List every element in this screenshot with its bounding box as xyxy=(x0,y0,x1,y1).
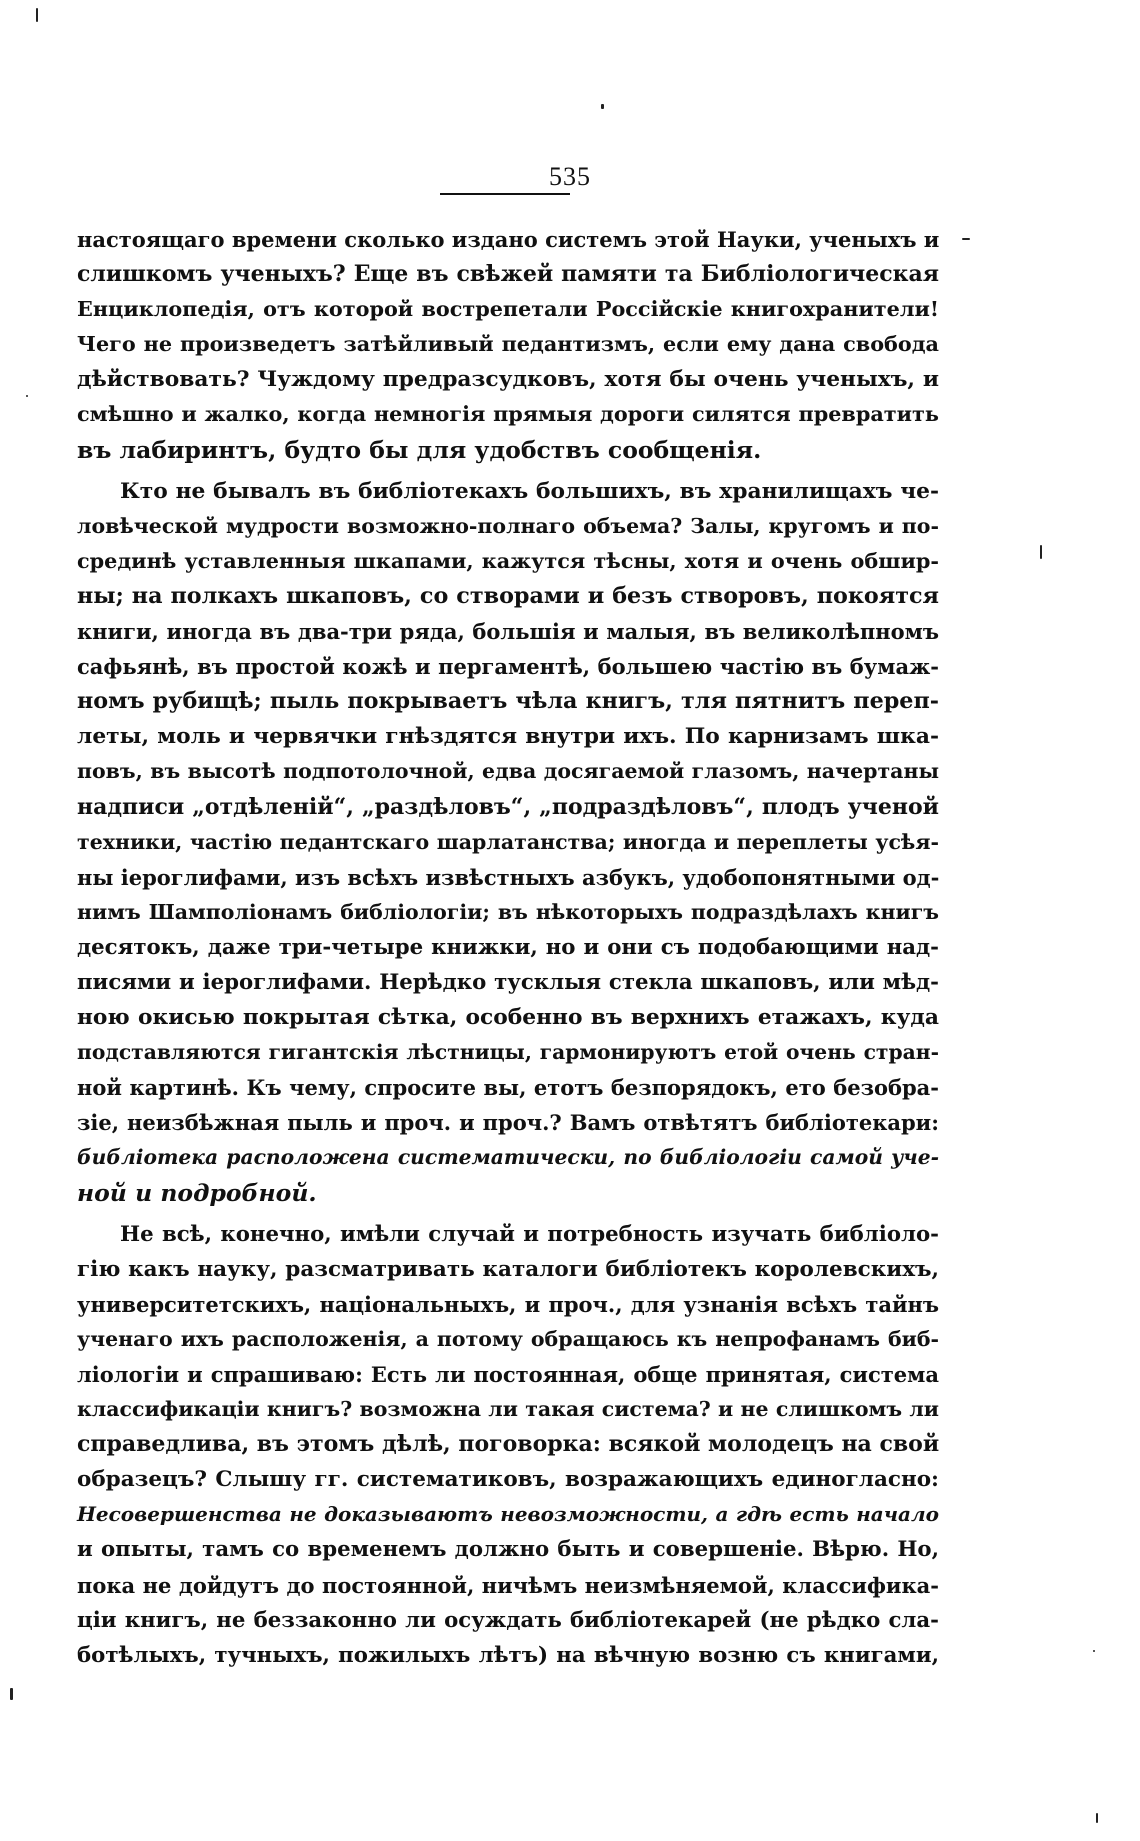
text-line: и опыты, тамъ со временемъ должно быть и совершеніе. Вѣрю. Но, xyxy=(77,1537,939,1563)
text-line: смѣшно и жалко, когда немногія прямыя дороги силятся превратить xyxy=(77,402,939,427)
text-line: писями и іероглифами. Нерѣдко тусклыя стекла шкаповъ, или мѣд- xyxy=(77,969,939,995)
text-line: сафьянѣ, въ простой кожѣ и пергаментѣ, большею частію въ бумаж- xyxy=(77,654,939,680)
text-line: леты, моль и червячки гнѣздятся внутри ихъ. По карнизамъ шка- xyxy=(77,724,939,750)
text-line: пока не дойдутъ до постоянной, ничѣмъ неизмѣняемой, классифика- xyxy=(77,1572,939,1598)
scan-speck xyxy=(1040,545,1042,559)
text-line: техники, частію педантскаго шарлатанства; иногда и переплеты усѣя- xyxy=(77,829,939,854)
body-text xyxy=(77,222,939,1673)
text-line: нимъ Шамполіонамъ библіологіи; въ нѣкоторыхъ подраздѣлахъ книгъ xyxy=(77,899,939,924)
text-line: ны; на полкахъ шкаповъ, со створами и безъ створовъ, покоятся xyxy=(77,582,939,609)
text-line: зіе, неизбѣжная пыль и проч. и проч.? Вамъ отвѣтятъ библіотекари: xyxy=(77,1110,939,1136)
text-line: ной картинѣ. Къ чему, спросите вы, етотъ безпорядокъ, ето безобра- xyxy=(77,1075,939,1101)
text-line: Не всѣ, конечно, имѣли случай и потребность изучать библіоло- xyxy=(120,1221,939,1247)
text-line: университетскихъ, національныхъ, и проч., для узнанія всѣхъ тайнъ xyxy=(77,1291,939,1317)
text-line: справедлива, въ этомъ дѣлѣ, поговорка: всякой молодецъ на свой xyxy=(77,1431,940,1458)
text-line: книги, иногда въ два-три ряда, большія и малыя, въ великолѣпномъ xyxy=(77,619,939,645)
text-line: ловѣческой мудрости возможно-полнаго объема? Залы, кругомъ и по- xyxy=(77,513,939,538)
text-line: надписи „отдѣленій“, „раздѣловъ“, „подраздѣловъ“, плодъ ученой xyxy=(77,793,939,820)
paragraph-3 xyxy=(77,1217,939,1673)
text-line: классификаціи книгъ? возможна ли такая система? и не слишкомъ ли xyxy=(77,1397,939,1422)
text-line: Чего не произведетъ затѣйливый педантизмъ, если ему дана свобода xyxy=(77,332,939,357)
scan-speck xyxy=(1096,1813,1098,1823)
text-line: ліологіи и спрашиваю: Есть ли постоянная, обще принятая, система xyxy=(77,1362,939,1387)
scan-speck xyxy=(10,1688,13,1700)
text-line: настоящаго времени сколько издано системъ этой Науки, ученыхъ и xyxy=(77,227,940,252)
text-line: Енциклопедія, отъ которой вострепетали Россійскіе книгохранители! xyxy=(77,297,939,322)
scan-speck xyxy=(1093,1650,1095,1652)
page-number: 535 xyxy=(549,162,591,191)
text-line: повъ, въ высотѣ подпотолочной, едва досягаемой глазомъ, начертаны xyxy=(77,759,939,784)
text-line: подставляются гигантскія лѣстницы, гармонируютъ етой очень стран- xyxy=(77,1040,939,1065)
scan-speck xyxy=(26,395,28,397)
text-line: ботѣлыхъ, тучныхъ, пожилыхъ лѣтъ) на вѣчную возню съ книгами, xyxy=(77,1642,939,1668)
text-line: въ лабиринтъ, будто бы для удобствъ сообщенія. xyxy=(77,435,762,464)
italic-text-line: ной и подробной. xyxy=(77,1178,317,1207)
text-line: Кто не бывалъ въ библіотекахъ большихъ, въ хранилищахъ че- xyxy=(120,478,939,504)
text-line: номъ рубищѣ; пыль покрываетъ чѣла книгъ, тля пятнитъ переп- xyxy=(77,688,939,715)
text-line: ученаго ихъ расположенія, а потому обращаюсь къ непрофанамъ биб- xyxy=(77,1326,939,1351)
scan-speck xyxy=(601,104,604,109)
text-line: образецъ? Слышу гг. систематиковъ, возражающихъ единогласно: xyxy=(77,1467,939,1493)
scan-speck xyxy=(36,8,38,22)
italic-text-line: Несовершенства не доказываютъ невозможности, а гдѣ есть начало xyxy=(77,1502,939,1527)
header-rule xyxy=(440,193,570,195)
paragraph-2 xyxy=(77,474,939,1211)
text-line: десятокъ, даже три-четыре книжки, но и они съ подобающими над- xyxy=(77,934,939,960)
paragraph-1 xyxy=(77,222,939,468)
italic-text-line: библіотека расположена систематически, по библіологіи самой уче- xyxy=(77,1145,939,1170)
text-line: ціи книгъ, не беззаконно ли осуждать библіотекарей (не рѣдко сла- xyxy=(77,1607,939,1633)
text-line: дѣйствовать? Чуждому предразсудковъ, хотя бы очень ученыхъ, и xyxy=(77,367,939,393)
text-line: гію какъ науку, разсматривать каталоги библіотекъ королевскихъ, xyxy=(77,1256,939,1282)
scan-speck xyxy=(962,238,970,240)
text-line: слишкомъ ученыхъ? Еще въ свѣжей памяти та Библіологическая xyxy=(77,261,939,288)
text-line: ною окисью покрытая сѣтка, особенно въ верхнихъ етажахъ, куда xyxy=(77,1005,939,1031)
text-line: срединѣ уставленныя шкапами, кажутся тѣсны, хотя и очень обшир- xyxy=(77,548,939,573)
text-line: ны іероглифами, изъ всѣхъ извѣстныхъ азбукъ, удобопонятными од- xyxy=(77,864,940,890)
